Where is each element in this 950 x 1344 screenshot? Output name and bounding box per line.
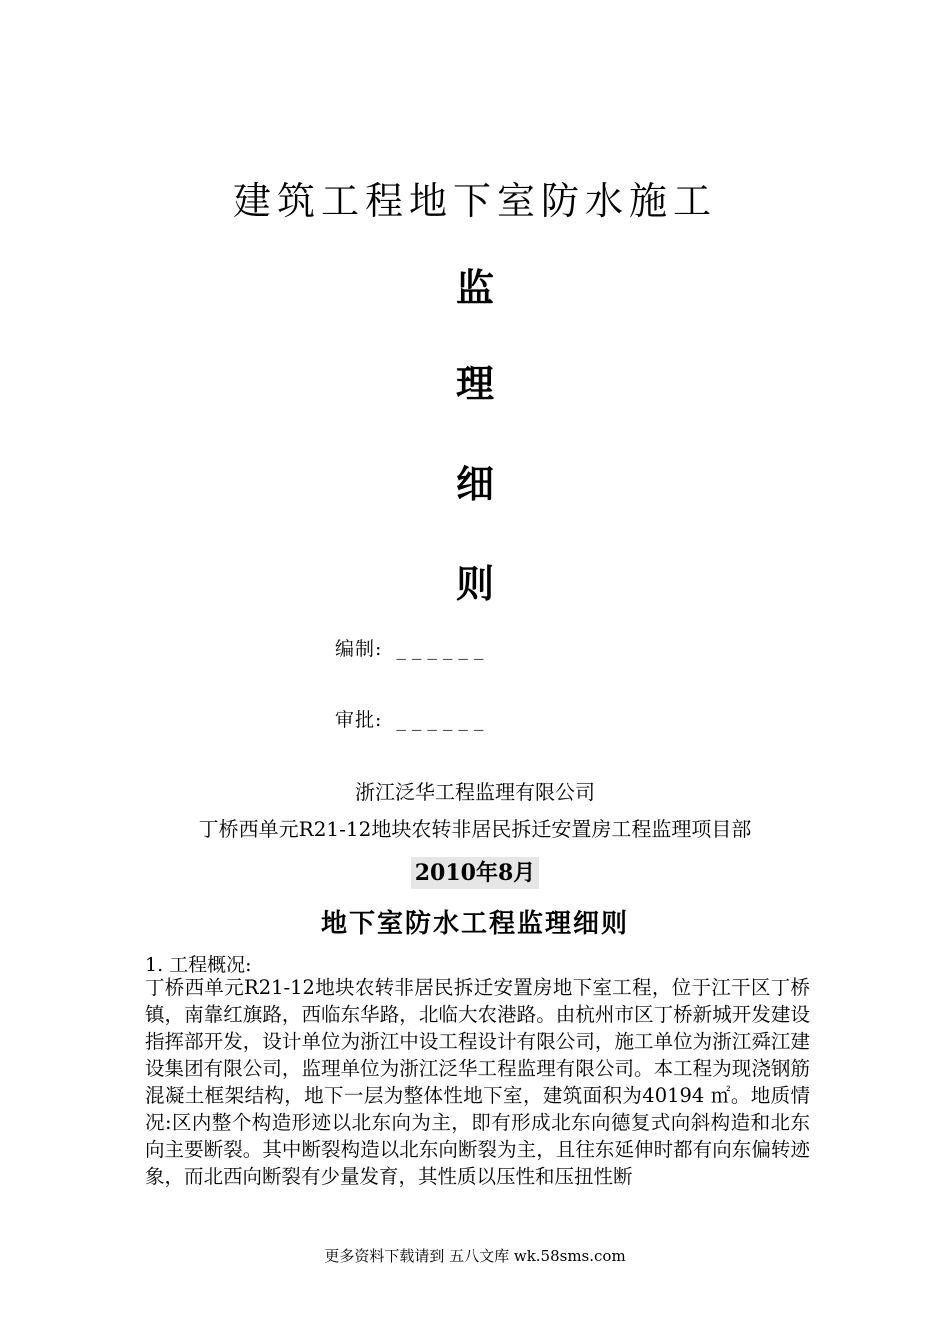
section-heading: 1. 工程概况: — [145, 954, 252, 976]
cover-char-jian: 监 — [455, 265, 494, 310]
cover-date: 2010年8月 — [411, 857, 540, 889]
footer-download-note: 更多资料下载请到 五八文库 wk.58sms.com — [324, 1247, 626, 1265]
approved-by-blank: ______ — [396, 709, 490, 731]
approved-by-label: 审批: — [335, 709, 383, 731]
prepared-by-blank: ______ — [396, 638, 490, 660]
cover-char-ze: 则 — [455, 561, 494, 606]
prepared-by-label: 编制: — [335, 638, 383, 660]
cover-char-xi: 细 — [455, 461, 494, 506]
approved-by-row — [335, 705, 489, 732]
document-title: 地下室防水工程监理细则 — [320, 909, 629, 939]
cover-date-row — [0, 857, 950, 889]
section-body-paragraph: 丁桥西单元R21-12地块农转非居民拆迁安置房地下室工程，位于江干区丁桥镇，南靠红旗路，西临东华路，北临大农港路。由杭州市区丁桥新城开发建设指挥部开发，设计单位为浙江中设工程设计有限公司，施工单位为浙江舜江建设集团有限公司，监理单位为浙江泛华工程监理有限公司。本工程为现浇钢筋混凝土框架结构，地下一层为整体性地下室，建筑面积为40194 ㎡。地质情况:区内整个构造形迹以北东向为主，即有形成北东向德复式向斜构造和北东向主要断裂。其中断裂构造以北东向断裂为主，且往东延伸时都有向东偏转迹象，而北西向断裂有少量发育，其性质以压性和压扭性断 — [145, 976, 810, 1188]
prepared-by-row — [335, 634, 489, 661]
cover-title: 建筑工程地下室防水施工 — [232, 179, 717, 223]
project-department: 丁桥西单元R21-12地块农转非居民拆迁安置房工程监理项目部 — [198, 817, 752, 841]
cover-char-li: 理 — [455, 361, 494, 406]
company-name: 浙江泛华工程监理有限公司 — [355, 780, 595, 804]
